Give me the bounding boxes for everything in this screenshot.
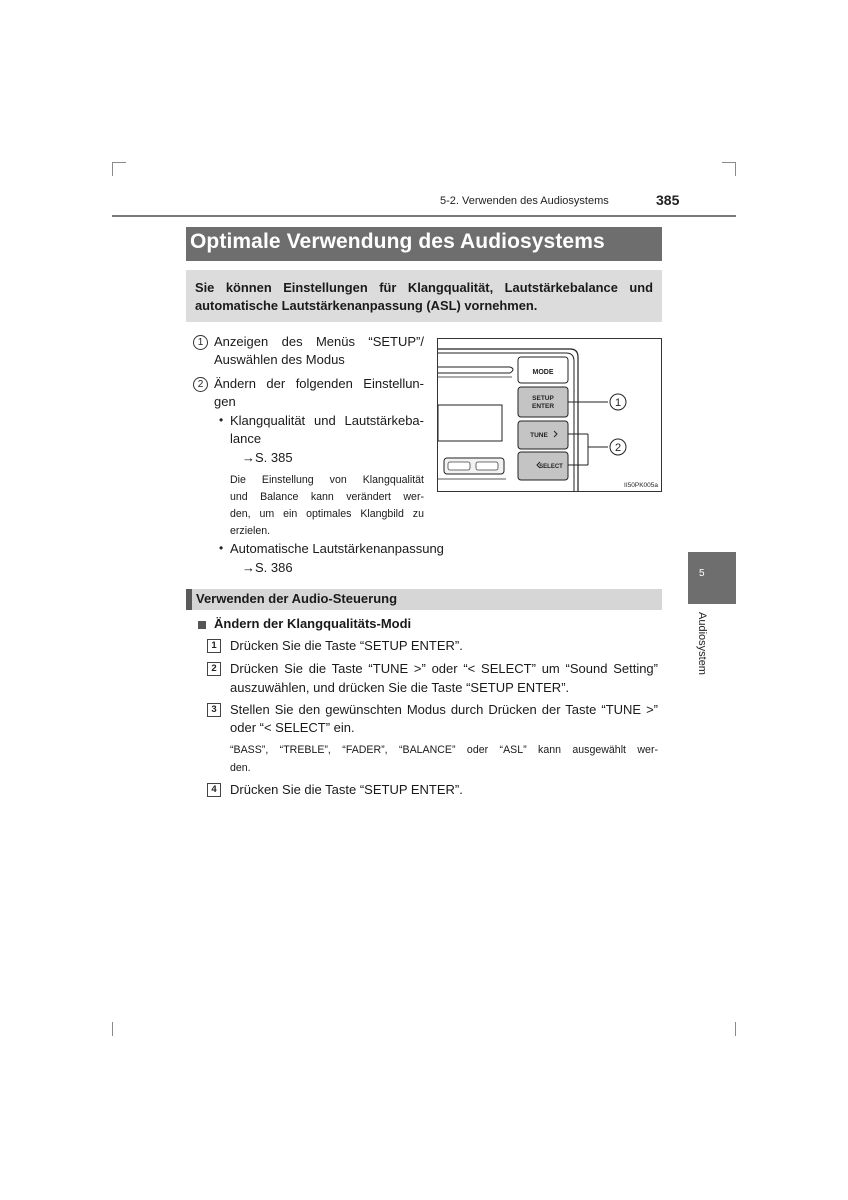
bullet-2-reference: →S. 386 [242,560,293,575]
step-number-1: 1 [207,639,221,653]
chapter-tab-number: 5 [699,568,705,579]
subsection-heading: Ändern der Klangqualitäts-Modi [214,616,412,631]
step-4-line1: Drücken Sie die Taste “SETUP ENTER”. [230,782,463,797]
note-line-1: Die Einstellung von Klangqualität [230,474,424,486]
svg-text:1: 1 [614,397,622,409]
crop-mark-top-left-h [112,162,126,163]
bullet-dot-2: • [219,541,224,555]
section-heading: Verwenden der Audio-Steuerung [196,591,398,606]
callout-number-1: 1 [193,335,208,350]
note-line-3: den, um ein optimales Klangbild zu [230,508,424,520]
callout-2-line2: gen [214,394,236,409]
tune-button-label: TUNE [530,432,548,439]
crop-mark-top-left-v [112,162,113,176]
step-number-4: 4 [207,783,221,797]
page-number: 385 [656,192,680,208]
bullet-2-line1: Automatische Lautstärkenanpassung [230,541,444,556]
chapter-tab-label: Audiosystem [696,612,708,675]
step-2-line2: auszuwählen, und drücken Sie die Taste “SETUP ENTER”. [230,680,570,695]
callout-1-line1: Anzeigen des Menüs “SETUP”/ [214,334,424,349]
crop-mark-bottom-left [112,1022,113,1036]
crop-mark-top-right-v [735,162,736,176]
note-line-4: erzielen. [230,525,271,537]
running-header-section: 5-2. Verwenden des Audiosystems [440,195,609,207]
audio-unit-figure [437,338,662,492]
chapter-tab[interactable] [688,552,736,604]
bullet-1-line1: Klangqualität und Lautstärkeba- [230,413,424,428]
bullet-1-reference: →S. 385 [242,450,293,465]
audio-unit-illustration [438,339,661,491]
svg-text:2: 2 [614,442,622,454]
callout-number-2: 2 [193,377,208,392]
step-2-line1: Drücken Sie die Taste “TUNE >” oder “< SELECT” um “Sound Setting” [230,661,658,676]
step-3-line2: oder “< SELECT” ein. [230,720,355,735]
header-rule [112,215,736,217]
step-3-note-line1: “BASS”, “TREBLE”, “FADER”, “BALANCE” oder “ASL” kann ausgewählt wer- [230,744,658,756]
mode-button-label: MODE [532,369,554,376]
square-bullet-icon [198,621,206,629]
crop-mark-top-right-h [722,162,736,163]
bullet-dot-1: • [219,413,224,427]
figure-code: II50PK005a [624,482,658,489]
setup-button-label-2: ENTER [531,403,555,410]
section-heading-marker [186,589,192,610]
setup-button-label-1: SETUP [532,395,554,402]
step-number-2: 2 [207,662,221,676]
step-number-3: 3 [207,703,221,717]
step-1-line1: Drücken Sie die Taste “SETUP ENTER”. [230,638,463,653]
bullet-1-line2: lance [230,431,262,446]
intro-text: Sie können Einstellungen für Klangqualität, Lautstärkebalance und automatische Lautstärkenanpassung (ASL) vornehmen. [195,280,653,313]
step-3-line1: Stellen Sie den gewünschten Modus durch Drücken der Taste “TUNE >” [230,702,658,717]
callout-2-line1: Ändern der folgenden Einstellun- [214,376,424,391]
note-line-2: und Balance kann verändert wer- [230,491,424,503]
page-title: Optimale Verwendung des Audiosystems [190,230,605,253]
crop-mark-bottom-right [735,1022,736,1036]
step-3-note-line2: den. [230,762,251,774]
callout-1-line2: Auswählen des Modus [214,352,345,367]
select-button-label: SELECT [539,464,563,470]
